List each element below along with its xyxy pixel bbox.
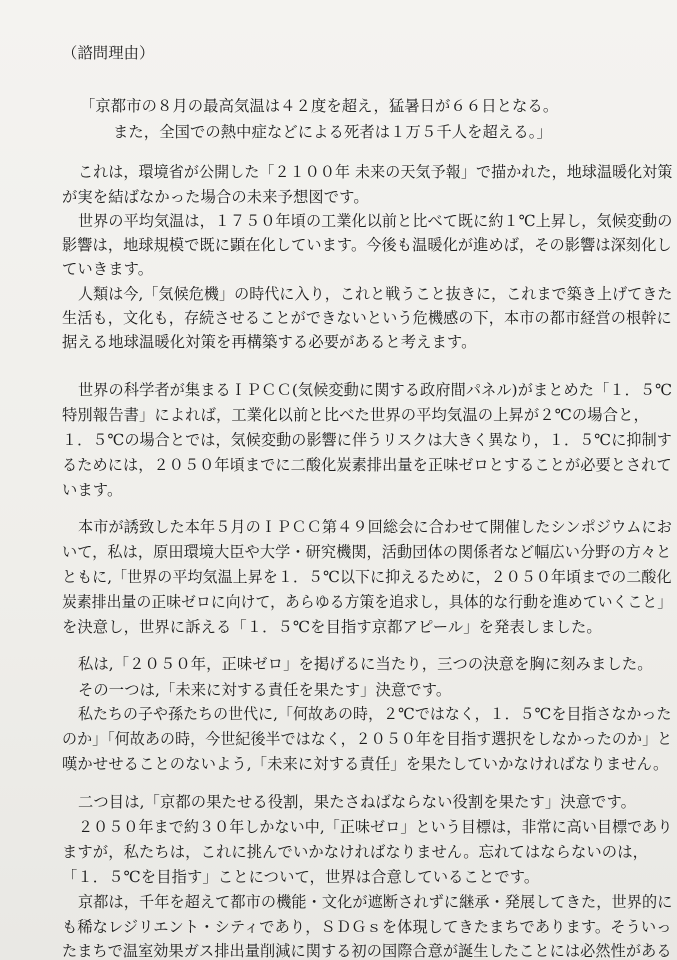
body-line: たまちで温室効果ガス排出量削減に関する初の国際合意が誕生したことには必然性がある <box>62 942 672 960</box>
body-line: います。 <box>62 481 123 499</box>
body-line: その一つは,「未来に対する責任を果たす」決意です。 <box>78 681 452 699</box>
body-line: 私たちの子や孫たちの世代に,「何故あの時，２℃ではなく，１．５℃を目指さなかった <box>78 705 672 723</box>
body-line: るためには，２０５０年頃までに二酸化炭素排出量を正味ゼロとすることが必要とされて <box>62 456 672 474</box>
body-line: を決意し，世界に訴える「１．５℃を目指す京都アピール」を発表しました。 <box>62 618 602 636</box>
body-line: いて，私は，原田環境大臣や大学・研究機関，活動団体の関係者など幅広い分野の方々と <box>62 543 672 561</box>
body-line: ていきます。 <box>62 260 154 278</box>
body-line: ますが，私たちは，これに挑んでいかなければなりません。忘れてはならないのは， <box>62 843 649 861</box>
body-line: ともに,「世界の平均気温上昇を１．５℃以下に抑えるために，２０５０年頃までの二酸化 <box>62 568 672 586</box>
body-line: １．５℃の場合とでは，気候変動の影響に伴うリスクは大きく異なり，１．５℃に抑制す <box>62 431 672 449</box>
body-line: 嘆かせせることのないよう,「未来に対する責任」を果たしていかなければなりません。 <box>62 755 669 773</box>
body-line: 特別報告書」によれば，工業化以前と比べた世界の平均気温の上昇が２℃の場合と， <box>62 406 649 424</box>
body-line: 世界の科学者が集まるＩＰＣＣ(気候変動に関する政府間パネル)がまとめた「１．５℃ <box>78 381 673 399</box>
body-line: 本市が誘致した本年５月のＩＰＣＣ第４９回総会に合わせて開催したシンポジウムにお <box>78 518 672 536</box>
body-line: も稀なレジリエント・シティであり，ＳＤＧｓを体現してきたまちであります。そういっ <box>62 918 672 936</box>
body-line: これは，環境省が公開した「２１００年 未来の天気予報」で描かれた，地球温暖化対策 <box>78 163 673 181</box>
body-line: ２０５０年まで約３０年しかない中,「正味ゼロ」という目標は，非常に高い目標であり <box>78 818 673 836</box>
body-line: 生活も，文化も，存続させることができないという危機感の下，本市の都市経営の根幹に <box>62 309 672 327</box>
body-line: 人類は今,「気候危機」の時代に入り，これと戦うこと抜きに，これまで築き上げてきた <box>78 285 673 303</box>
body-line: のか」「何故あの時，今世紀後半ではなく，２０５０年を目指す選択をしなかったのか」と <box>62 730 673 748</box>
quote-line: 「京都市の８月の最高気温は４２度を超え，猛暑日が６６日となる。 <box>80 97 559 115</box>
body-line: 世界の平均気温は，１７５０年頃の工業化以前と比べて既に約１℃上昇し，気候変動の <box>78 212 673 230</box>
body-line: 京都は，千年を超えて都市の機能・文化が遮断されずに継承・発展してきた，世界的に <box>78 893 673 911</box>
body-line: 二つ目は,「京都の果たせる役割，果たさねばならない役割を果たす」決意です。 <box>78 793 637 811</box>
section-heading: （諮問理由） <box>62 44 155 62</box>
quote-line: また，全国での熱中症などによる死者は１万５千人を超える。」 <box>113 123 552 141</box>
body-line: 私は,「２０５０年，正味ゼロ」を掲げるに当たり，三つの決意を胸に刻みました。 <box>78 655 653 673</box>
body-line: が実を結ばなかった場合の未来予想図です。 <box>62 188 369 206</box>
body-line: 影響は，地球規模で既に顕在化しています。今後も温暖化が進めば，その影響は深刻化し <box>62 236 672 254</box>
body-line: 据える地球温暖化対策を再構築する必要があると考えます。 <box>62 333 477 351</box>
body-line: 炭素排出量の正味ゼロに向けて，あらゆる方策を追求し，具体的な行動を進めていくこと」 <box>62 593 673 611</box>
body-line: 「１．５℃を目指す」ことについて，世界は合意していることです。 <box>62 868 540 886</box>
